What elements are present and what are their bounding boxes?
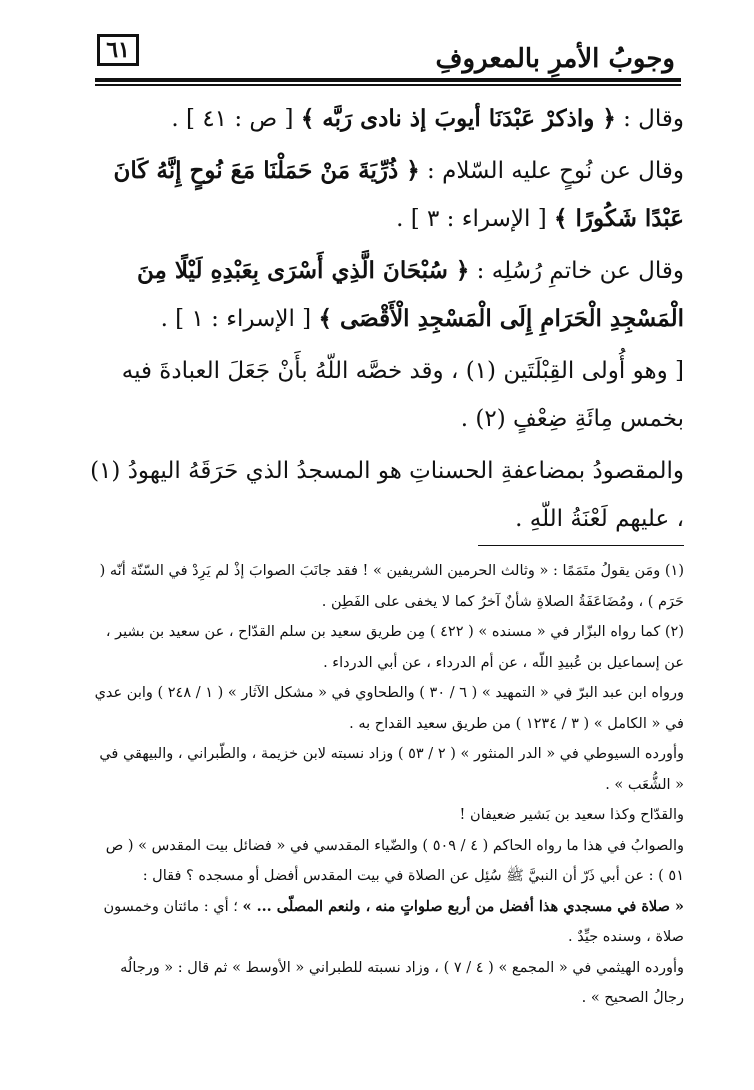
footnote-1: (١) ومَن يقولُ متَمَمًا : « وثالث الحرمين الشريفين » ! فقد جانَبَ الصوابَ إذْ لم يَرِدْ في السّنّة أنّه ( حَرَم ) ، ومُضَاعَفَةُ الصلاةِ شأنٌ آخرُ كما لا يخفى على الفَطِن . bbox=[99, 563, 684, 610]
paragraph-intro: وقال عن خاتمِ رُسُلِه : bbox=[469, 258, 684, 284]
quran-verse: ﴿ واذكرْ عَبْدَنَا أيوبَ إذ نادى رَبَّه ﴾ bbox=[300, 105, 616, 132]
verse-reference: [ ص : ٤١ ] . bbox=[171, 106, 301, 132]
header-rule-thick bbox=[95, 78, 681, 82]
footnotes bbox=[90, 556, 684, 1014]
paragraph-ayyub bbox=[90, 95, 684, 143]
paragraph-isra bbox=[90, 247, 684, 343]
verse-reference: [ الإسراء : ١ ] . bbox=[160, 306, 319, 332]
paragraph-masjid: والمقصودُ بمضاعفةِ الحسناتِ هو المسجدُ الذي حَرَقَهُ اليهودُ (١) ، عليهم لَعْنَةُ اللّهِ . bbox=[90, 458, 684, 532]
page-number: ٦١ bbox=[97, 34, 139, 66]
main-text bbox=[90, 95, 684, 547]
page-header bbox=[95, 32, 681, 80]
verse-reference: [ الإسراء : ٣ ] . bbox=[396, 206, 555, 232]
footnote-2-continued: وأورده السيوطي في « الدر المنثور » ( ٢ / ٥٣ ) وزاد نسبته لابن خزيمة ، والطّبراني ، والبيهقي في « الشُّعَب » . bbox=[99, 746, 684, 793]
footnote-divider bbox=[478, 545, 684, 546]
paragraph-qiblatayn: [ وهو أُولى القِبْلَتَين (١) ، وقد خصَّه اللّهُ بأَنْ جَعَلَ العبادةَ فيه بخمس مِائَةِ ضِعْفٍ (٢) . bbox=[121, 358, 684, 432]
paragraph-nuh bbox=[90, 147, 684, 243]
footnote-text: ؛ أي : مائتان وخمسون صلاة ، وسنده جيِّدٌ . bbox=[103, 898, 684, 945]
paragraph-intro: وقال عن نُوحٍ عليه السّلام : bbox=[419, 158, 684, 184]
footnote-2: (٢) كما رواه البزّار في « مسنده » ( ٤٢٢ ) مِن طريق سعيد بن سلم القدّاح ، عن سعيد بن بشير ، عن إسماعيل بن عُبيدِ اللّه ، عن أم الدرداء ، عن أبي الدرداء . bbox=[105, 624, 684, 671]
footnote-2-continued: والقدّاح وكذا سعيد بن بَشير ضعيفان ! bbox=[459, 807, 684, 823]
paragraph-intro: وقال : bbox=[615, 106, 684, 132]
footnote-2-continued: ورواه ابن عبد البرّ في « التمهيد » ( ٦ / ٣٠ ) والطحاوي في « مشكل الآثار » ( ١ / ٢٤٨ ) وابن عدي في « الكامل » ( ٣ / ١٢٣٤ ) من طريق سعيد القداح به . bbox=[94, 685, 684, 732]
footnote-2-continued: وأورده الهيثمي في « المجمع » ( ٤ / ٧ ) ، وزاد نسبته للطبراني « الأوسط » ثم قال : « ورجالُه رجالُ الصحيح » . bbox=[120, 959, 684, 1006]
hadith-quote: « صلاة في مسجدي هذا أفضل من أربع صلواتٍ منه ، ولنعم المصلّى ... » bbox=[242, 897, 684, 915]
footnote-2-continued bbox=[90, 892, 684, 953]
quran-verse: ﴿ سُبْحَانَ الَّذِي أَسْرَى بِعَبْدِهِ لَيْلًا مِنَ الْمَسْجِدِ الْحَرَامِ إِلَى الْمَسْجِدِ الْأَقْصَى ﴾ bbox=[137, 257, 684, 332]
quran-verse: ﴿ ذُرِّيَةَ مَنْ حَمَلْنَا مَعَ نُوحٍ إِنَّهُ كَانَ عَبْدًا شَكُورًا ﴾ bbox=[113, 157, 684, 232]
footnote-2-continued: والصوابُ في هذا ما رواه الحاكم ( ٤ / ٥٠٩ ) والضّياء المقدسي في « فضائل بيت المقدس » ( ص ٥١ ) : عن أبي ذَرّ أن النبيَّ ﷺ سُئِل عن الصلاة في بيت المقدس أفضل أو مسجده ؟ فقال : bbox=[105, 837, 684, 884]
running-title: وجوبُ الأمرِ بالمعروفِ bbox=[435, 44, 675, 74]
header-rule-thin bbox=[95, 84, 681, 86]
